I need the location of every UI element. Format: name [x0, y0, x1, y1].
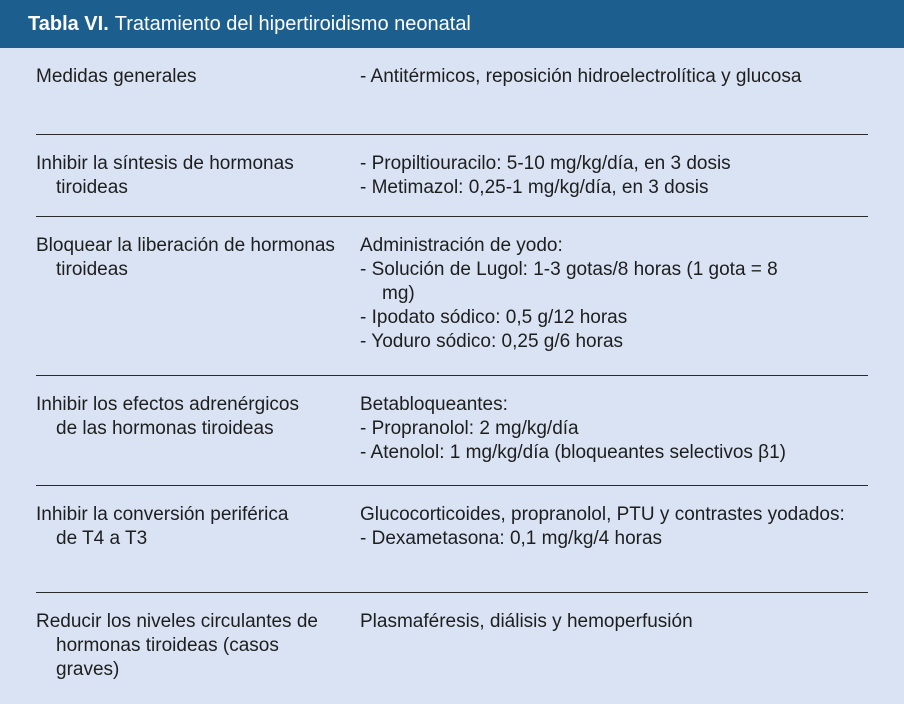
treatment-item: - Ipodato sódico: 0,5 g/12 horas — [360, 307, 628, 328]
treatment-item: - Dexametasona: 0,1 mg/kg/4 horas — [360, 528, 663, 549]
row-category: Inhibir los efectos adrenérgicos de las hormonas tiroideas — [36, 394, 299, 439]
table-number: Tabla VI. — [28, 12, 109, 35]
row-treatment — [360, 48, 868, 134]
table-row — [36, 48, 868, 135]
row-category: Inhibir la síntesis de hormonas tiroideas — [36, 153, 294, 198]
row-treatment — [360, 486, 868, 592]
table-row — [36, 217, 868, 376]
treatment-item: - Atenolol: 1 mg/kg/día (bloqueantes selectivos β1) — [360, 442, 786, 463]
table-row — [36, 376, 868, 486]
row-treatment — [360, 135, 868, 216]
row-category: Medidas generales — [36, 66, 197, 87]
row-category: Inhibir la conversión periférica de T4 a T3 — [36, 504, 289, 549]
treatment-intro: Glucocorticoides, propranolol, PTU y contrastes yodados: — [360, 504, 845, 525]
treatment-item: - Metimazol: 0,25-1 mg/kg/día, en 3 dosis — [360, 177, 709, 198]
table-header — [0, 0, 904, 48]
table-body — [0, 48, 904, 703]
treatment-item: - Solución de Lugol: 1-3 gotas/8 horas (1 gota = 8 mg) — [360, 259, 778, 304]
treatment-item: - Antitérmicos, reposición hidroelectrolítica y glucosa — [360, 66, 802, 87]
treatment-intro: Betabloqueantes: — [360, 394, 508, 415]
row-treatment — [360, 593, 868, 703]
row-treatment — [360, 376, 868, 485]
treatment-item: - Yoduro sódico: 0,25 g/6 horas — [360, 331, 624, 352]
treatment-item: - Propranolol: 2 mg/kg/día — [360, 418, 579, 439]
table-row — [36, 135, 868, 217]
row-category: Bloquear la liberación de hormonas tiroideas — [36, 235, 335, 280]
row-treatment — [360, 217, 868, 375]
table-title: Tratamiento del hipertiroidismo neonatal — [114, 12, 471, 35]
table-row — [36, 486, 868, 593]
treatment-intro: Administración de yodo: — [360, 235, 563, 256]
treatment-intro: Plasmaféresis, diálisis y hemoperfusión — [360, 611, 693, 632]
treatment-item: - Propiltiouracilo: 5-10 mg/kg/día, en 3 dosis — [360, 153, 731, 174]
row-category: Reducir los niveles circulantes de hormonas tiroideas (casos graves) — [36, 611, 318, 680]
table-row — [36, 593, 868, 703]
